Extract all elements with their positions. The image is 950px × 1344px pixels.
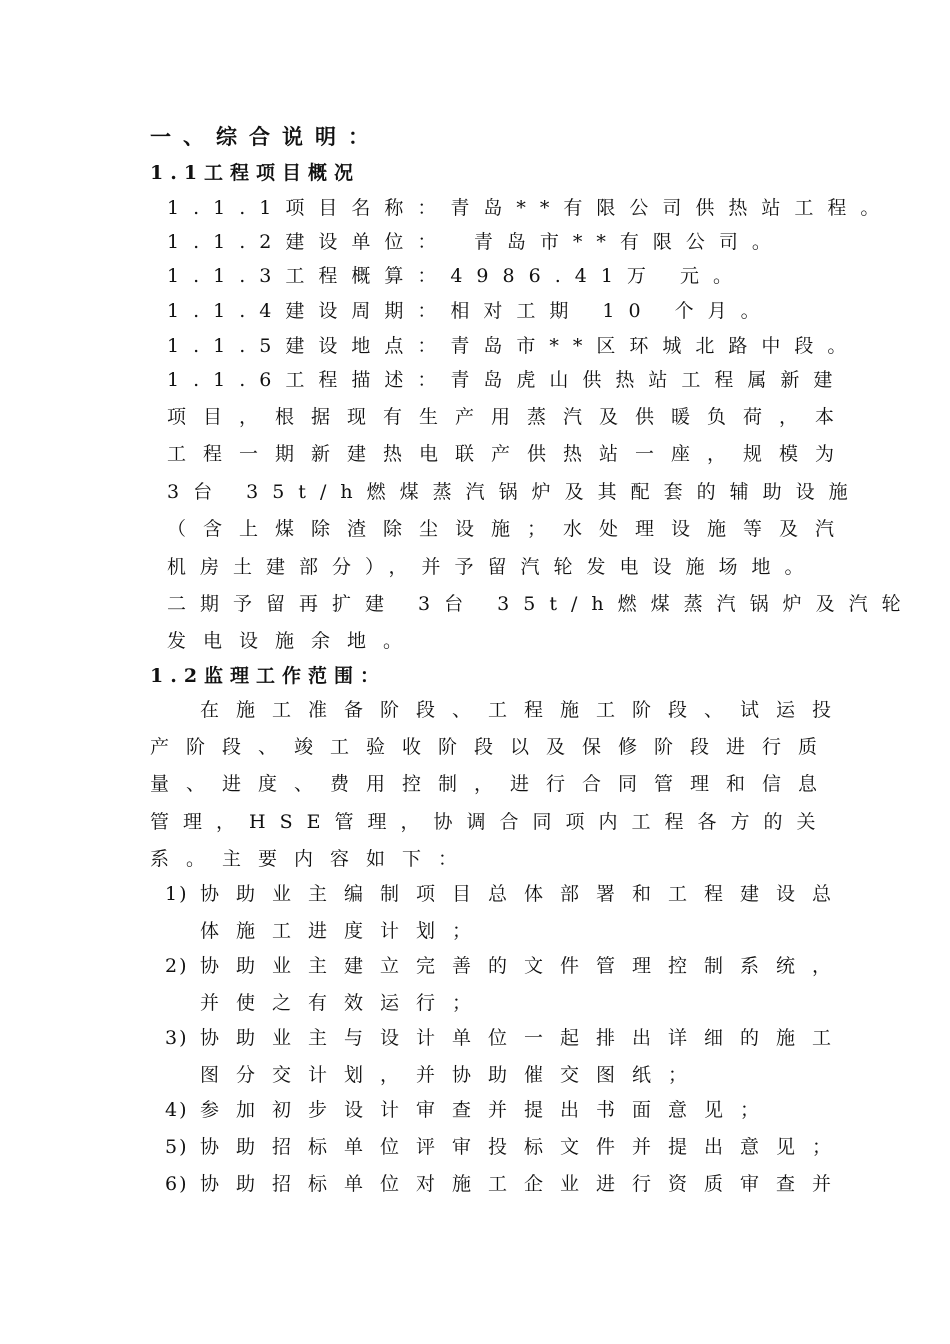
list-item-text: 并使之有效运行； [200, 992, 489, 1014]
description-line: 发电设施余地。 [167, 630, 420, 652]
project-name-item: 1.1.1项目名称：青岛**有限公司供热站工程。 [167, 197, 894, 219]
construction-unit-item: 1.1.2建设单位： 青岛市**有限公司。 [167, 231, 785, 253]
description-line: 工程一期新建热电联产供热站一座，规模为 [167, 443, 852, 465]
list-item-text: 协助业主编制项目总体部署和工程建设总 [200, 883, 849, 905]
list-item-number: 6) [165, 1173, 189, 1195]
list-item-text: 协助业主建立完善的文件管理控制系统， [200, 955, 849, 977]
location-item: 1.1.5建设地点：青岛市**区环城北路中段。 [167, 335, 861, 357]
list-item-number: 2) [165, 955, 189, 977]
subsection-title-1-1: 1.1工程项目概况 [150, 162, 361, 184]
list-item-number: 5) [165, 1136, 189, 1158]
list-item-number: 1) [165, 883, 189, 905]
scope-paragraph-line: 系。主要内容如下： [150, 848, 475, 870]
list-item-text: 协助招标单位对施工企业进行资质审查并 [200, 1173, 849, 1195]
scope-paragraph-line: 在施工准备阶段、工程施工阶段、试运投 [200, 699, 849, 721]
description-line: 二期予留再扩建 3台 35t/h燃煤蒸汽锅炉及汽轮 [167, 593, 915, 615]
list-item-text: 图分交计划，并协助催交图纸； [200, 1064, 705, 1086]
description-line: 3台 35t/h燃煤蒸汽锅炉及其配套的辅助设施 [167, 481, 862, 503]
description-line: 1.1.6工程描述：青岛虎山供热站工程属新建 [167, 369, 847, 391]
budget-item: 1.1.3工程概算：4986.41万 元。 [167, 265, 746, 287]
description-line: 项目，根据现有生产用蒸汽及供暖负荷，本 [167, 406, 852, 428]
list-item-number: 3) [165, 1027, 189, 1049]
period-item: 1.1.4建设周期：相对工期 10 个月。 [167, 300, 774, 322]
list-item-text: 参加初步设计审查并提出书面意见； [200, 1099, 777, 1121]
list-item-text: 协助招标单位评审投标文件并提出意见； [200, 1136, 849, 1158]
description-line: （含上煤除渣除尘设施；水处理设施等及汽 [167, 518, 852, 540]
description-line: 机房土建部分），并予留汽轮发电设施场地。 [167, 556, 818, 578]
scope-paragraph-line: 产阶段、竣工验收阶段以及保修阶段进行质 [150, 736, 835, 758]
section-heading: 一、综合说明： [150, 124, 381, 149]
subsection-title-1-2: 1.2监理工作范围： [150, 665, 387, 687]
list-item-text: 体施工进度计划； [200, 920, 489, 942]
list-item-text: 协助业主与设计单位一起排出详细的施工 [200, 1027, 849, 1049]
scope-paragraph-line: 量、进度、费用控制，进行合同管理和信息 [150, 773, 835, 795]
list-item-number: 4) [165, 1099, 189, 1121]
scope-paragraph-line: 管理，HSE管理，协调合同项内工程各方的关 [150, 811, 830, 833]
